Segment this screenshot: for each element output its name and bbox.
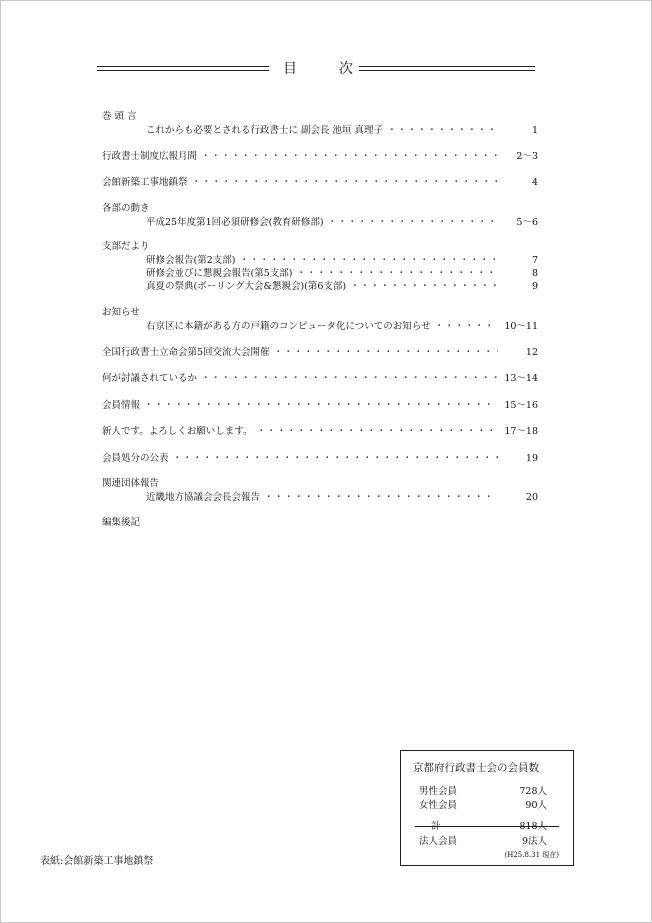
entry-title: 右京区に本籍がある方の戸籍のコンピュータ化についてのお知らせ — [146, 321, 431, 332]
toc-entry-discipline[interactable] — [102, 452, 538, 466]
entry-title: 平成25年度第1回必須研修会(教育研修部) — [146, 217, 324, 228]
toc-entry-branch-5[interactable] — [102, 267, 538, 281]
entry-title: 会員処分の公表 — [102, 453, 169, 464]
entry-title: これからも必要とされる行政書士に 副会長 池垣 真理子 — [146, 125, 384, 136]
toc-entry-newcomers[interactable] — [102, 425, 538, 439]
heading-rule-left — [97, 66, 269, 71]
toc-entry-notice[interactable] — [102, 320, 538, 334]
entry-page: 1 — [531, 125, 538, 136]
section-header-departments: 各部の動き — [102, 203, 150, 214]
as-of-date: (H25.8.31 現在) — [504, 851, 559, 859]
section-header-preface: 巻 頭 言 — [102, 111, 137, 122]
entry-title: 編集後記 — [102, 517, 141, 528]
toc-entry-members[interactable] — [102, 399, 538, 413]
entry-page: 15〜16 — [504, 400, 538, 411]
entry-page: 12 — [525, 347, 538, 358]
section-header-branches: 支部だより — [102, 241, 150, 252]
toc-heading — [97, 58, 535, 80]
toc-entry-exchange[interactable] — [102, 346, 538, 360]
entry-title: 行政書士制度広報月間 — [102, 151, 198, 162]
cover-caption: 表紙:会館新築工事地鎮祭 — [40, 856, 154, 867]
corporate-members-row: 法人会員 9法人 — [419, 836, 547, 847]
entry-title: 研修会並びに懇親会報告(第5支部) — [146, 268, 293, 279]
entry-page: 17〜18 — [504, 426, 538, 437]
section-header-related: 関連団体報告 — [102, 478, 160, 489]
entry-page: 5〜6 — [516, 217, 538, 228]
entry-title: 真夏の祭典(ボーリング大会&懇親会)(第6支部) — [146, 281, 347, 292]
entry-page: 20 — [525, 492, 538, 503]
entry-page: 9 — [531, 281, 538, 292]
membership-count-box — [400, 750, 574, 866]
entry-page: 2〜3 — [516, 151, 538, 162]
entry-page: 7 — [531, 255, 538, 266]
heading-rule-right — [359, 66, 535, 71]
entry-title: 研修会報告(第2支部) — [146, 255, 236, 266]
entry-title: 会館新築工事地鎮祭 — [102, 177, 188, 188]
entry-title: 全国行政書士立命会第5回交流大会開催 — [102, 347, 270, 358]
entry-title: 近畿地方協議会会長会報告 — [146, 492, 261, 503]
male-members-row: 男性会員 728人 — [419, 786, 547, 797]
entry-page: 19 — [525, 453, 538, 464]
entry-page: 8 — [531, 268, 538, 279]
toc-entry-departments[interactable] — [102, 216, 538, 230]
total-members-row: 計 818人 — [431, 821, 547, 832]
entry-title: 何が討議されているか — [102, 373, 198, 384]
entry-title: 新人です。よろしくお願いします。 — [102, 426, 253, 437]
toc-entry-branch-6[interactable] — [102, 280, 538, 294]
toc-entry-campaign[interactable] — [102, 150, 538, 164]
female-members-row: 女性会員 90人 — [419, 800, 547, 811]
entry-page: 13〜14 — [504, 373, 538, 384]
section-header-notice: お知らせ — [102, 307, 140, 318]
entry-page: 10〜11 — [504, 321, 538, 332]
entry-page: 4 — [531, 177, 538, 188]
toc-entry-related[interactable] — [102, 491, 538, 505]
toc-entry-editorial[interactable] — [102, 516, 538, 530]
page-title: 目次 — [283, 61, 395, 77]
toc-entry-preface[interactable] — [102, 124, 538, 138]
membership-box-title: 京都府行政書士会の会員数 — [413, 762, 539, 774]
toc-entry-discussion[interactable] — [102, 372, 538, 386]
toc-entry-groundbreaking[interactable] — [102, 176, 538, 190]
toc-entry-branch-2[interactable] — [102, 254, 538, 268]
entry-title: 会員情報 — [102, 400, 141, 411]
